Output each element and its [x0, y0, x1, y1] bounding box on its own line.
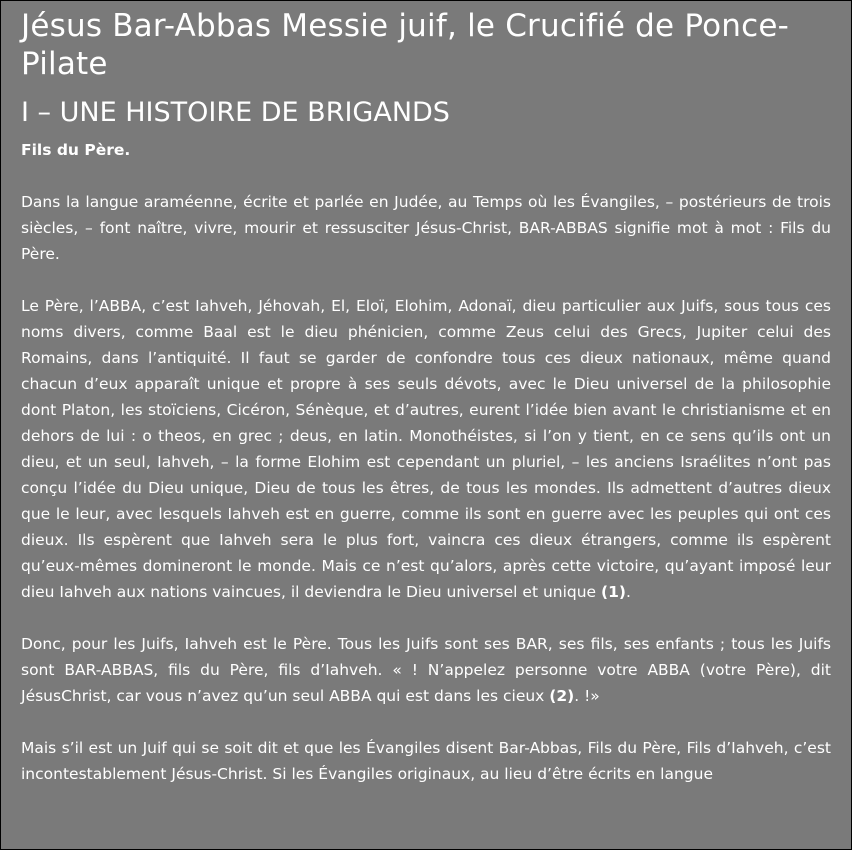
subheading: Fils du Père.	[21, 141, 131, 159]
paragraph-2-text: Le Père, l’ABBA, c’est Iahveh, Jéhovah, El, Eloï, Elohim, Adonaï, dieu particulier aux Juifs, sous tous ces noms divers, comme Baal est le dieu phénicien, comme Zeus celui des Grecs, Jupiter celui des Romains, dans l’antiquité. Il faut se garder de confondre tous ces dieux nationaux, même quand chacun d’eux apparaît unique et propre à ses seuls dévots, avec le Dieu universel de la philosophie dont Platon, les stoïciens, Cicéron, Sénèque, et d’autres, eurent l’idée bien avant le christianisme et en dehors de lui : o theos, en grec ; deus, en latin. Monothéistes, si l’on y tient, en ce sens qu’ils ont un dieu, et un seul, Iahveh, – la forme Elohim est cependant un pluriel, – les anciens Israélites n’ont pas conçu l’idée du Dieu unique, Dieu de tous les êtres, de tous les mondes. Ils admettent d’autres dieux que le leur, avec lesquels Iahveh est en guerre, comme ils sont en guerre avec les peuples qui ont ces dieux. Ils espèrent que Iahveh sera le plus fort, vaincra ces dieux étrangers, comme ils espèrent qu’eux-mêmes domineront le monde. Mais ce n’est qu’alors, après cette victoire, qu’ayant imposé leur dieu Iahveh aux nations vaincues, il deviendra le Dieu universel et unique	[21, 297, 831, 601]
section-title: I – UNE HISTOIRE DE BRIGANDS	[21, 97, 450, 128]
paragraph-3-end: . !»	[574, 687, 600, 705]
paragraph-2	[21, 293, 831, 605]
paragraph-3	[21, 631, 831, 709]
paragraph-3-text: Donc, pour les Juifs, Iahveh est le Père. Tous les Juifs sont ses BAR, ses fils, ses enfants ; tous les Juifs sont BAR-ABBAS, fils du Père, fils d’Iahveh. « ! N’appelez personne votre ABBA (votre Père), dit JésusChrist, car vous n’avez qu’un seul ABBA qui est dans les cieux	[21, 635, 831, 705]
footnote-ref-2[interactable]: (2)	[549, 687, 575, 705]
paragraph-4: Mais s’il est un Juif qui se soit dit et que les Évangiles disent Bar-Abbas, Fils du Père, Fils d’Iahveh, c’est incontestablement Jésus-Christ. Si les Évangiles originaux, au lieu d’être écrits en langue	[21, 739, 831, 783]
footnote-ref-1[interactable]: (1)	[601, 583, 626, 601]
paragraph-2-end: .	[625, 583, 631, 601]
page-title: Jésus Bar-Abbas Messie juif, le Crucifié de Ponce-Pilate	[21, 8, 790, 82]
article-content	[21, 7, 831, 787]
paragraph-1: Dans la langue araméenne, écrite et parlée en Judée, au Temps où les Évangiles, – postérieurs de trois siècles, – font naître, vivre, mourir et ressusciter Jésus-Christ, BAR-ABBAS signifie mot à mot : Fils du Père.	[21, 193, 831, 263]
